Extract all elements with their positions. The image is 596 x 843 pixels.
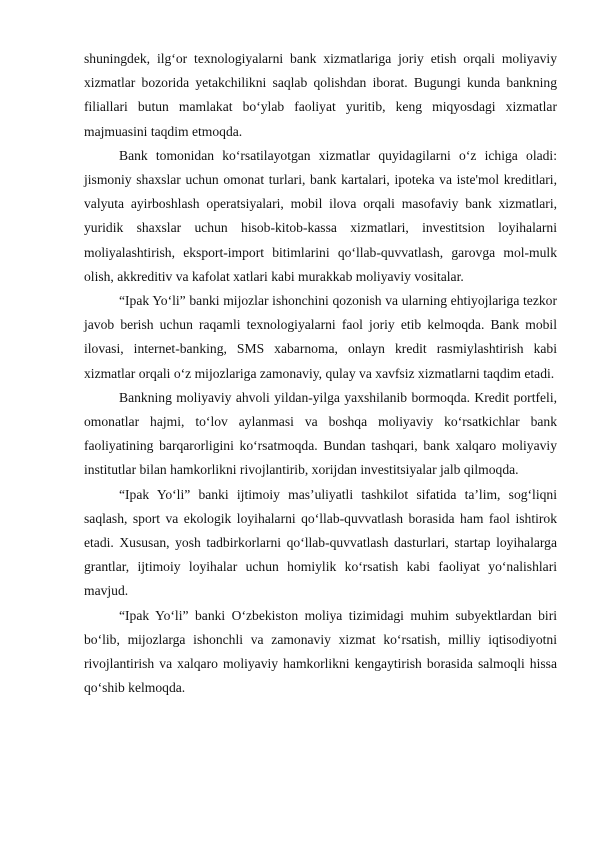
paragraph-social-responsibility: “Ipak Yo‘li” banki ijtimoiy mas’uliyatli tashkilot sifatida ta’lim, sog‘liqni saqlash, sport va ekologik loyihalarni qo‘llab-quvvatlash borasida ham faol ishtirok etadi. Xususan, yosh tadbirkorlarni qo‘llab-quvvatlash dasturlari, startap loyihalarga grantlar, ijtimoiy loyihalar uchun homiylik ko‘rsatish kabi faoliyat yo‘nalishlari mavjud. (84, 486, 557, 599)
paragraph-continuation: shuningdek, ilg‘or texnologiyalarni bank xizmatlariga joriy etish orqali moliyaviy xizmatlar bozorida yetakchilikni saqlab qolishdan iborat. Bugungi kunda bankning filiallari butun mamlakat bo‘ylab faoliyat yuritib, keng miqyosdagi xizmatlar majmuasini taqdim etmoqda. (84, 51, 557, 139)
paragraph-services: Bank tomonidan ko‘rsatilayotgan xizmatlar quyidagilarni o‘z ichiga oladi: jismoniy shaxslar uchun omonat turlari, bank kartalari, ipoteka va iste'mol kreditlari, valyuta ayirboshlash operatsiyalari, mobil ilova orqali masofaviy bank xizmatlari, yuridik shaxslar uchun hisob-kitob-kassa xizmatlari, investitsion loyihalarni moliyalashtirish, eksport-import bitimlarini qo‘llab-quvvatlash, garovga mol-mulk olish, akkreditiv va kafolat xatlari kabi murakkab moliyaviy vositalar. (84, 147, 557, 284)
paragraph-financial-condition: Bankning moliyaviy ahvoli yildan-yilga yaxshilanib bormoqda. Kredit portfeli, omonatlar hajmi, to‘lov aylanmasi va boshqa moliyaviy ko‘rsatkichlar bank faoliyatining barqarorligini ko‘rsatmoqda. Bundan tashqari, bank xalqaro moliyaviy institutlar bilan hamkorlikni rivojlantirib, xorijdan investitsiyalar jalb qilmoqda. (84, 389, 557, 478)
document-page (84, 47, 557, 700)
paragraph-digital-technologies: “Ipak Yo‘li” banki mijozlar ishonchini qozonish va ularning ehtiyojlariga tezkor javob berish uchun raqamli texnologiyalarni faol joriy etib kelmoqda. Bank mobil ilovasi, internet-banking, SMS xabarnoma, onlayn kredit rasmiylashtirish kabi xizmatlar orqali o‘z mijozlariga zamonaviy, qulay va xavfsiz xizmatlarni taqdim etadi. (84, 293, 557, 381)
paragraph-conclusion: “Ipak Yo‘li” banki O‘zbekiston moliya tizimidagi muhim subyektlardan biri bo‘lib, mijozlarga ishonchli va zamonaviy xizmat ko‘rsatish, milliy iqtisodiyotni rivojlantirish va xalqaro moliyaviy hamkorlikni kengaytirish borasida salmoqli hissa qo‘shib kelmoqda. (84, 607, 557, 696)
